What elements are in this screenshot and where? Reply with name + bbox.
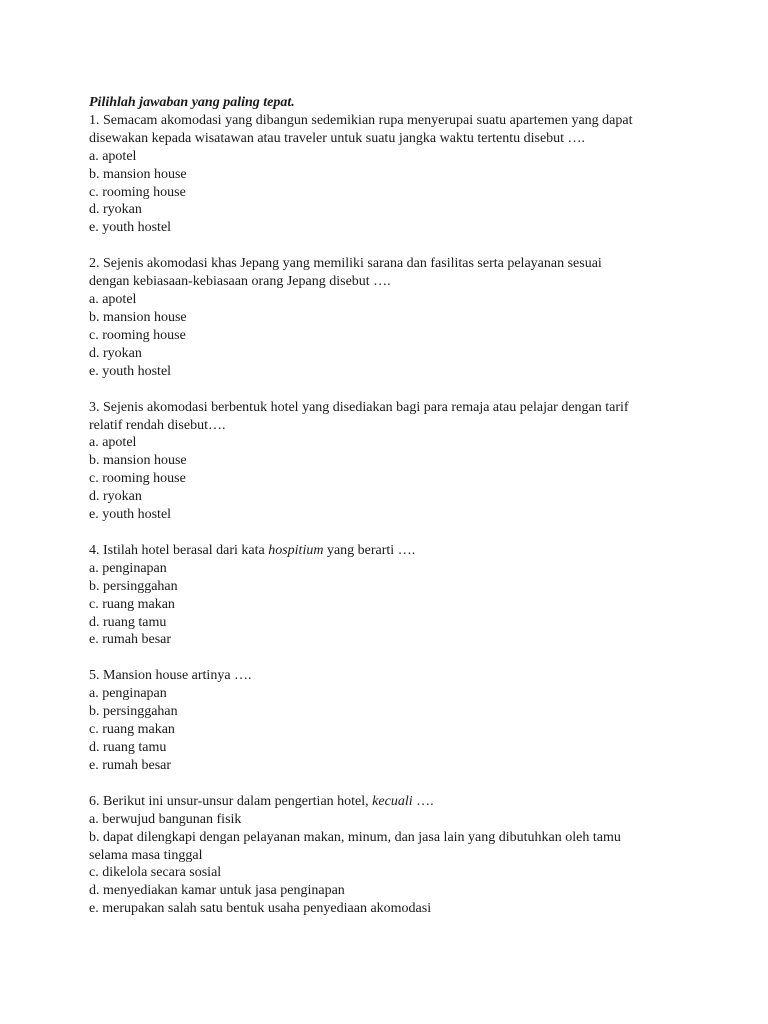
question-stem-line: relatif rendah disebut…. <box>89 417 226 433</box>
question-stem-line: 2. Sejenis akomodasi khas Jepang yang memiliki sarana dan fasilitas serta pelayanan sesuai <box>89 256 602 272</box>
option-b: b. persinggahan <box>89 578 178 594</box>
option-c: c. ruang makan <box>89 596 175 612</box>
stem-text: 4. Istilah hotel berasal dari kata <box>89 542 269 558</box>
stem-italic-term: hospitium <box>268 542 324 558</box>
question-stem-line: 5. Mansion house artinya …. <box>89 668 252 684</box>
option-a: a. apotel <box>89 435 137 451</box>
option-b: b. mansion house <box>89 166 187 182</box>
option-b: b. dapat dilengkapi dengan pelayanan makan, minum, dan jasa lain yang dibutuhkan oleh tamu <box>89 829 621 845</box>
option-c: c. rooming house <box>89 184 186 200</box>
option-e: e. rumah besar <box>89 757 172 773</box>
question-stem-line <box>89 793 719 811</box>
option-d: d. ruang tamu <box>89 614 167 630</box>
option-b: b. persinggahan <box>89 704 178 720</box>
option-c: c. ruang makan <box>89 722 175 738</box>
option-c: c. dikelola secara sosial <box>89 865 222 881</box>
option-d: d. ryokan <box>89 345 142 361</box>
question-stem-line: 1. Semacam akomodasi yang dibangun sedemikian rupa menyerupai suatu apartemen yang dapat <box>89 112 633 128</box>
question-3 <box>89 399 719 524</box>
question-stem-line: disewakan kepada wisatawan atau traveler untuk suatu jangka waktu tertentu disebut …. <box>89 130 586 146</box>
question-4 <box>89 542 719 649</box>
option-b: b. mansion house <box>89 309 187 325</box>
option-e: e. youth hostel <box>89 363 172 379</box>
option-e: e. youth hostel <box>89 220 172 236</box>
option-e: e. merupakan salah satu bentuk usaha penyediaan akomodasi <box>89 901 432 917</box>
instruction-heading: Pilihlah jawaban yang paling tepat. <box>89 95 295 110</box>
option-d: d. menyediakan kamar untuk jasa penginapan <box>89 883 345 899</box>
document-body <box>89 94 719 936</box>
option-a: a. apotel <box>89 292 137 308</box>
question-stem-line <box>89 542 719 560</box>
option-b-continuation: selama masa tinggal <box>89 847 203 863</box>
question-6 <box>89 793 719 918</box>
option-d: d. ryokan <box>89 202 142 218</box>
option-c: c. rooming house <box>89 471 186 487</box>
option-d: d. ruang tamu <box>89 740 167 755</box>
stem-text: …. <box>412 793 434 809</box>
option-d: d. ryokan <box>89 489 142 505</box>
question-5 <box>89 667 719 774</box>
option-a: a. berwujud bangunan fisik <box>89 811 242 827</box>
option-a: a. apotel <box>89 148 137 164</box>
option-e: e. rumah besar <box>89 632 172 648</box>
question-2 <box>89 255 719 380</box>
question-stem-line: dengan kebiasaan-kebiasaan orang Jepang disebut …. <box>89 274 391 290</box>
option-e: e. youth hostel <box>89 507 172 523</box>
option-a: a. penginapan <box>89 686 167 702</box>
stem-text: yang berarti …. <box>323 542 416 558</box>
question-stem-line: 3. Sejenis akomodasi berbentuk hotel yang disediakan bagi para remaja atau pelajar dengan tarif <box>89 399 629 415</box>
option-a: a. penginapan <box>89 560 167 576</box>
stem-text: 6. Berikut ini unsur-unsur dalam pengertian hotel, <box>89 793 373 809</box>
option-c: c. rooming house <box>89 327 186 343</box>
option-b: b. mansion house <box>89 453 187 469</box>
stem-italic-term: kecuali <box>372 793 413 809</box>
question-1 <box>89 112 719 237</box>
